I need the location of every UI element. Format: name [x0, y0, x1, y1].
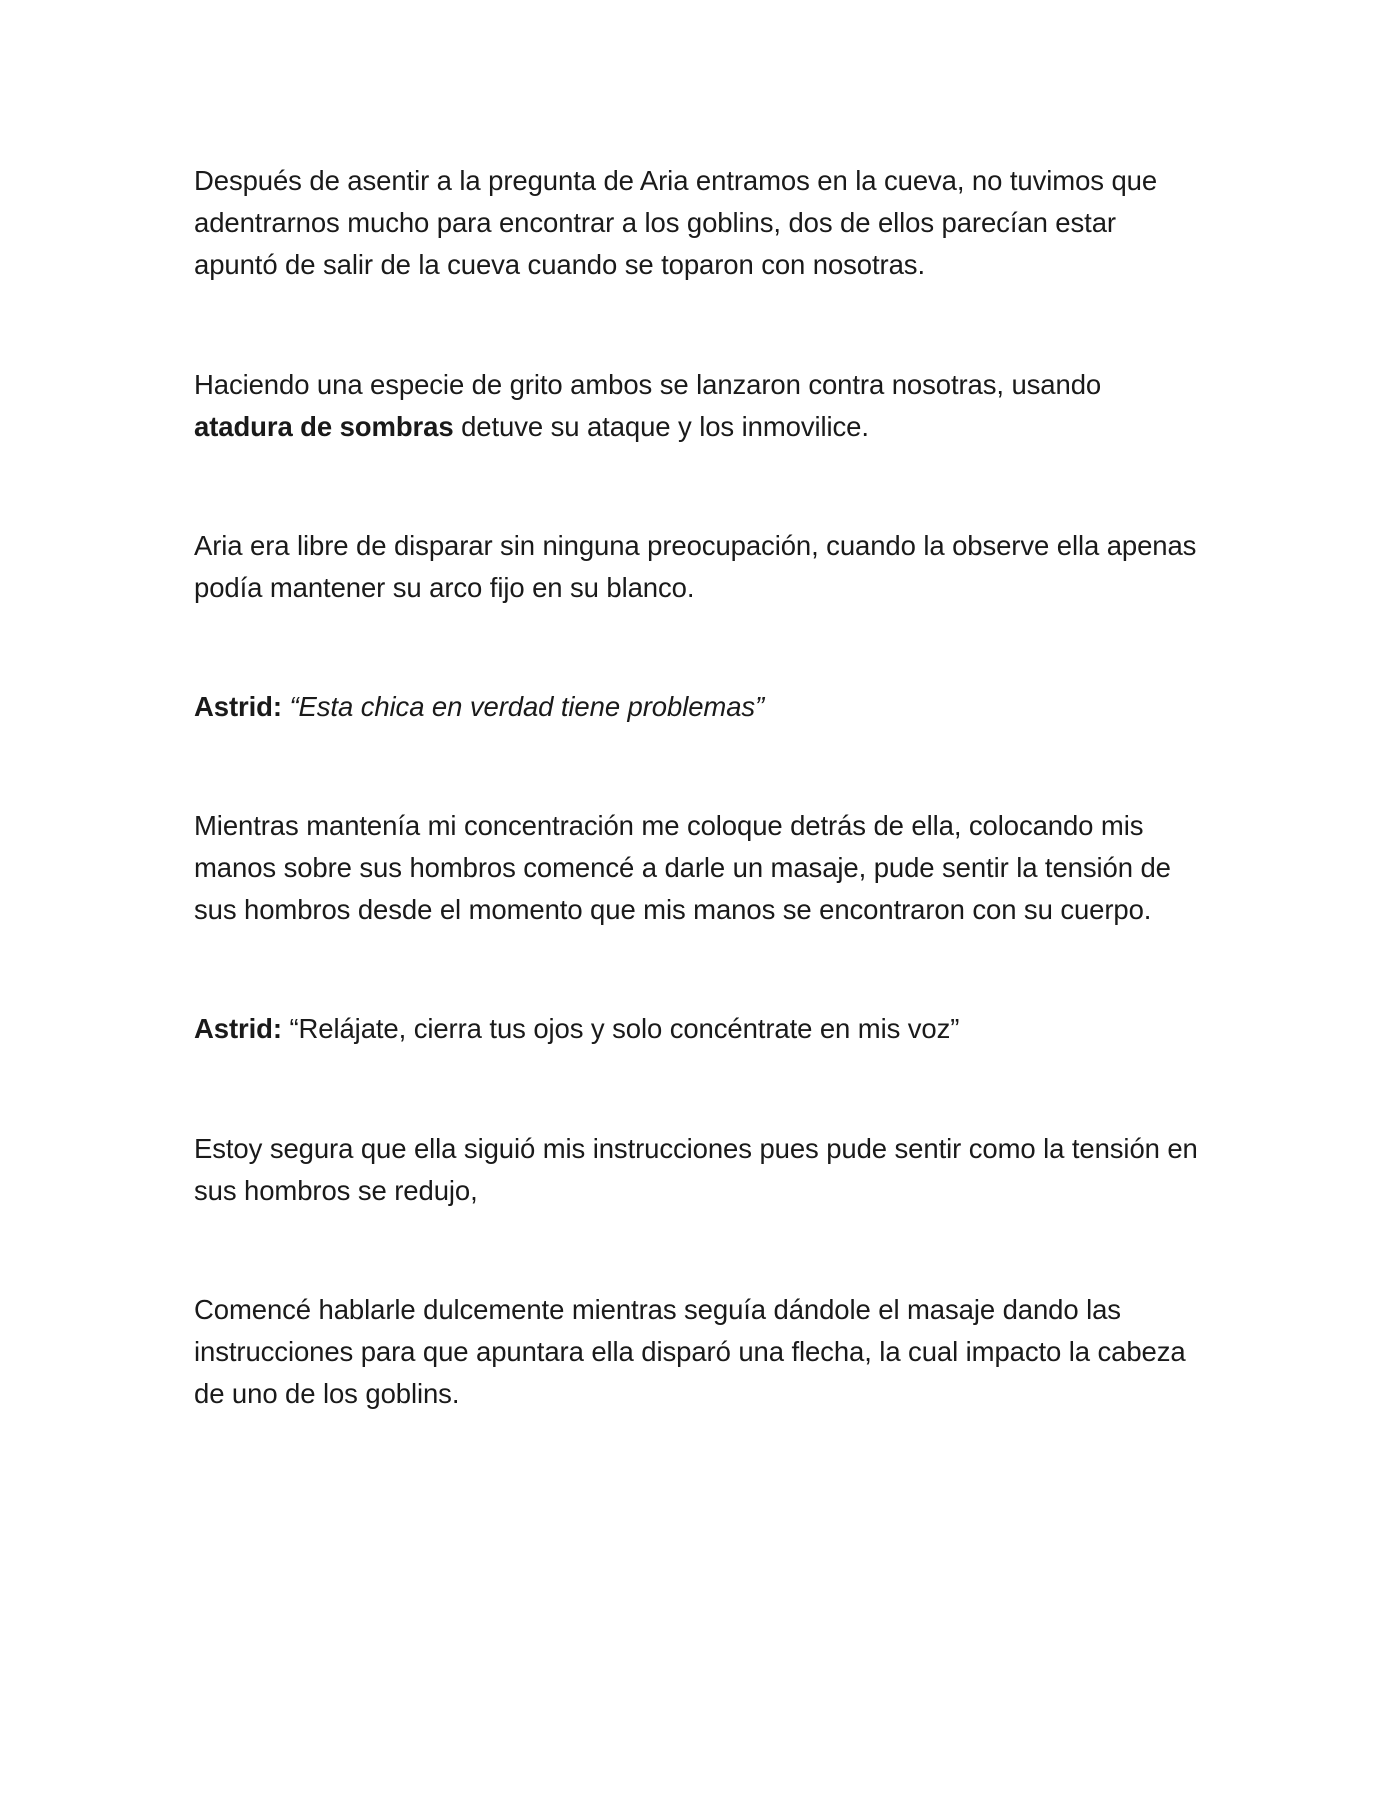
paragraph-2	[194, 364, 1206, 448]
paragraph-5	[194, 805, 1206, 931]
paragraph-7	[194, 1128, 1206, 1212]
paragraph-8-text: Comencé hablarle dulcemente mientras seguía dándole el masaje dando las instrucciones para que apuntara ella disparó una flecha, la cual impacto la cabeza de uno de los goblins.	[194, 1294, 1186, 1409]
dialogue-line-2	[194, 1008, 1206, 1050]
paragraph-8	[194, 1289, 1206, 1415]
spell-name: atadura de sombras	[194, 411, 454, 442]
dialogue-quote: “Relájate, cierra tus ojos y solo concéntrate en mis voz”	[289, 1013, 960, 1044]
document-body	[194, 160, 1206, 1415]
dialogue-quote: “Esta chica en verdad tiene problemas”	[289, 691, 765, 722]
paragraph-1	[194, 160, 1206, 286]
paragraph-3-text: Aria era libre de disparar sin ninguna preocupación, cuando la observe ella apenas podía mantener su arco fijo en su blanco.	[194, 530, 1197, 603]
paragraph-2-text-before: Haciendo una especie de grito ambos se lanzaron contra nosotras, usando	[194, 369, 1102, 400]
paragraph-1-text: Después de asentir a la pregunta de Aria entramos en la cueva, no tuvimos que adentrarnos mucho para encontrar a los goblins, dos de ellos parecían estar apuntó de salir de la cueva cuando se toparon con nosotras.	[194, 165, 1158, 280]
paragraph-2-text-after: detuve su ataque y los inmovilice.	[453, 411, 869, 442]
paragraph-7-text: Estoy segura que ella siguió mis instrucciones pues pude sentir como la tensión en sus hombros se redujo,	[194, 1133, 1198, 1206]
speaker-name: Astrid:	[194, 691, 282, 722]
speaker-name: Astrid:	[194, 1013, 282, 1044]
paragraph-3	[194, 525, 1206, 609]
paragraph-5-text: Mientras mantenía mi concentración me coloque detrás de ella, colocando mis manos sobre sus hombros comencé a darle un masaje, pude sentir la tensión de sus hombros desde el momento que mis manos se encontraron con su cuerpo.	[194, 810, 1171, 925]
dialogue-line-1	[194, 686, 1206, 728]
